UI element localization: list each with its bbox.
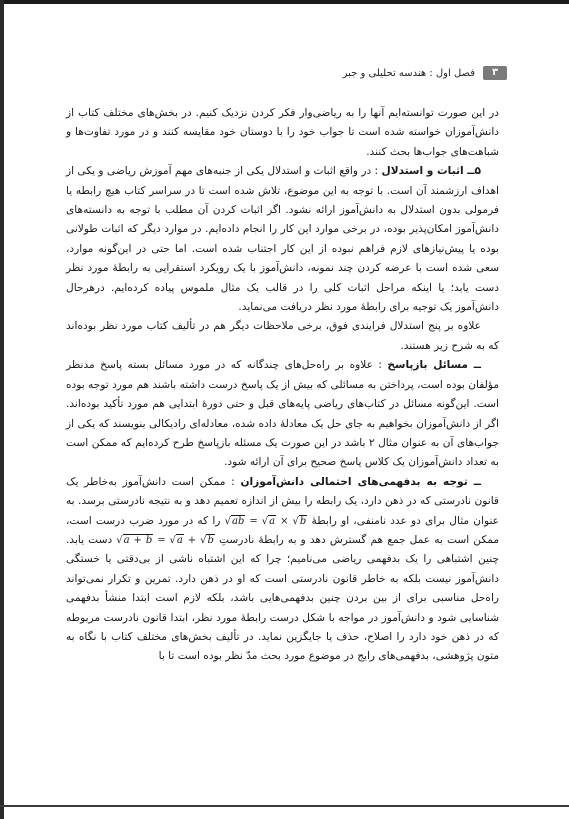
- page-body: [66, 104, 499, 754]
- formula-sqrt-product: √ab = √a × √b: [224, 515, 307, 527]
- paragraph-reasoning: [66, 162, 499, 317]
- section-5-heading: ۵ــ اثبات و استدلال: [381, 165, 481, 178]
- misconceptions-text-a: : ممکن است دانش‌آموز به‌خاطر یک قانون نادرستی که در ذهن دارد، یک رابطه را بیش از اندازه تعمیم دهد و به نتیجه نادرستی برسد. به عنوان مثال برای دو عدد نامنفی، او رابطهٔ: [66, 475, 500, 527]
- misconceptions-text-b: را که در مورد ضرب درست است، ممکن است به عمل جمع هم گسترش دهد و به رابطهٔ نادرستِ: [66, 514, 500, 546]
- page-frame-bottom: [0, 805, 569, 807]
- page-frame-top: [0, 0, 569, 4]
- paragraph-misconceptions: [66, 473, 499, 667]
- page-frame-left: [0, 0, 4, 819]
- formula-sqrt-sum: √a + b = √a + √b: [116, 534, 214, 546]
- paragraph-extra-notes: علاوه بر پنج استدلال فرایندی فوق، برخی ملاحظات دیگر هم در تألیف کتاب مورد نظر بوده‌اند که به شرح زیر هستند.: [66, 320, 499, 352]
- page-header: [343, 66, 507, 80]
- paragraph-intro: در این صورت توانسته‌ایم آنها را به ریاضی‌وار فکر کردن نزدیک کنیم. در بخش‌های مختلف کتاب از دانش‌آموزان خواسته شده است تا جواب خود را با دوستان خود مقایسه کنند و در مورد تفاوت‌ها و شباهت‌های جواب‌ها بحث کنند.: [66, 107, 499, 158]
- page-number-badge: ۳: [483, 66, 507, 80]
- section-5-text: : در واقع اثبات و استدلال یکی از جنبه‌های مهم آموزش ریاضی و یکی از اهداف ارزشمند آن است. با توجه به این موضوع، تلاش شده است تا در سراسر کتاب هیچ رابطه یا فرمولی بدون استدلال به دانش‌آموز ارائه نشود. اگر اثبات کردن آن مطلب با توجه به دانسته‌های دانش‌آموز امکان‌پذیر بوده، در برخی موارد این کار را انجام داده‌ایم. در موارد دیگر که اثبات طولانی بوده یا پیش‌نیازهای لازم فراهم نبوده از این کار اجتناب شده است. اما حتی در این‌گونه موارد، سعی شده است با عرضه کردن چند نمونه، دانش‌آموز با یک رویکرد استقرایی به رابطهٔ مورد نظر دست یابد؛ یا اینکه مراحل اثبات کلی را در قالب یک مثال ملموس پیاده کرده‌ایم. درهرحال دانش‌آموز یک توجیه برای رابطهٔ مورد نظر دریافت می‌نماید.: [66, 165, 499, 314]
- paragraph-open-problems: [66, 356, 499, 472]
- chapter-title: فصل اول : هندسه تحلیلی و جبر: [342, 67, 475, 79]
- open-problems-text: : علاوه بر راه‌حل‌های چندگانه که در مورد مسائل بسته پاسخ مدنظر مؤلفان بوده است، پرداختن به مسائلی که بیش از یک پاسخ درست داشته باشند هم مورد توجه بوده است. این‌گونه مسائل در کتاب‌های ریاضی پایه‌های قبل و حتی دورهٔ ابتدایی هم مورد تأکید بوده‌اند. اگر از دانش‌آموزان بخواهیم به جای حل یک معادلهٔ داده شده، معادله‌ای رادیکالی بنویسند که یکی از جواب‌های آن به عنوان مثال ۲ باشد در این صورت یک مسئله بازپاسخ طرح کرده‌ایم که ممکن است به تعداد دانش‌آموزان یک کلاس پاسخ صحیح برای آن ارائه شود.: [66, 359, 499, 469]
- misconceptions-text-c: دست یابد. چنین اشتباهی را یک بدفهمی ریاضی می‌نامیم؛ چرا که این اشتباه ناشی از بی‌دقتی یا خستگی دانش‌آموز نیست بلکه به خاطر قانون نادرستی است که او در ذهن دارد. تمرین و تکرار نمی‌تواند راه‌حل مناسبی برای از بین بردن چنین بدفهمی‌هایی باشد، بلکه لازم است ابتدا منشأ بدفهمی شناسایی شود و دانش‌آموز در مواجه با شکل درست رابطهٔ مورد نظر، ابتدا قانون نادرست مربوطه که در ذهن خود دارد را اصلاح، حذف یا جایگزین نماید. در تألیف بخش‌های مختلف کتاب با نگاه به متون پژوهشی، بدفهمی‌های رایج در موضوع مورد بحث مدّ نظر بوده است تا با: [66, 533, 499, 663]
- misconceptions-heading: ــ توجه به بدفهمی‌های احتمالی دانش‌آموزان: [240, 475, 481, 488]
- open-problems-heading: ــ مسائل بازپاسخ: [387, 359, 482, 372]
